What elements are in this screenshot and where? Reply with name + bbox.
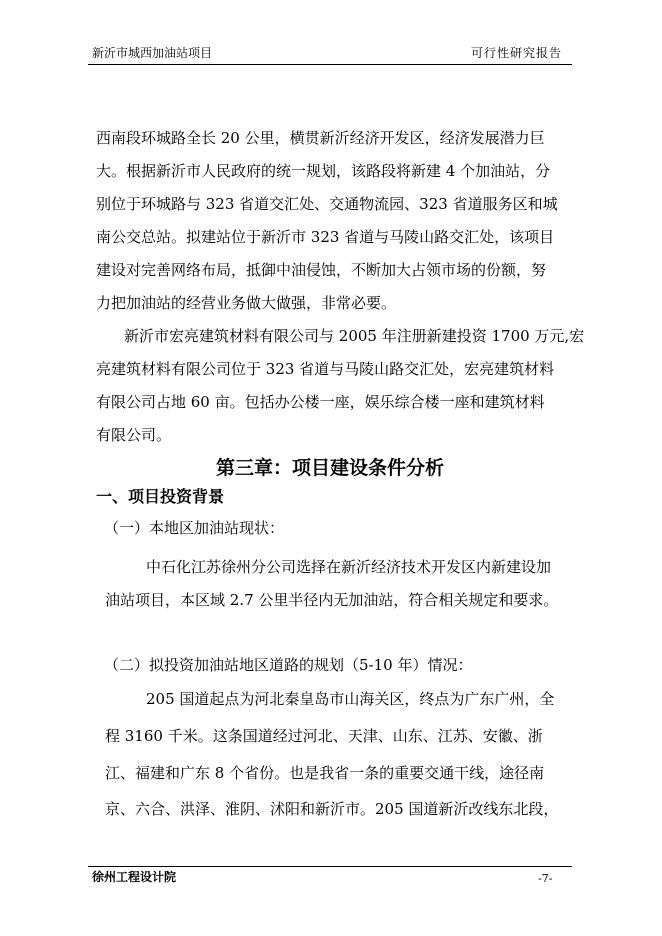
subsection-title: （二）拟投资加油站地区道路的规划（5-10 年）情况： <box>104 656 473 674</box>
body-line: 南公交总站。拟建站位于新沂市 323 省道与马陵山路交汇处，该项目 <box>96 228 555 246</box>
page-number: -7- <box>538 872 553 885</box>
body-line: 程 3160 千米。这条国道经过河北、天津、山东、江苏、安徽、浙 <box>105 727 543 745</box>
page-header <box>88 40 570 62</box>
body-line: 205 国道起点为河北秦皇岛市山海关区，终点为广东广州，全 <box>146 690 555 708</box>
body-line: 新沂市宏亮建筑材料有限公司与 2005 年注册新建投资 1700 万元,宏 <box>124 327 585 345</box>
body-line: 有限公司占地 60 亩。包括办公楼一座，娱乐综合楼一座和建筑材料 <box>96 393 545 411</box>
body-line: 大。根据新沂市人民政府的统一规划，该路段将新建 4 个加油站，分 <box>96 162 551 180</box>
footer-institute: 徐州工程设计院 <box>92 870 177 884</box>
body-line: 建设对完善网络布局，抵御中油侵蚀，不断加大占领市场的份额，努 <box>96 261 547 279</box>
body-line: 力把加油站的经营业务做大做强，非常必要。 <box>96 294 397 312</box>
body-line: 江、福建和广东 8 个省份。也是我省一条的重要交通干线，途径南 <box>105 764 545 782</box>
body-line: 亮建筑材料有限公司位于 323 省道与马陵山路交汇处，宏亮建筑材料 <box>96 360 555 378</box>
body-line: 油站项目，本区域 2.7 公里半径内无加油站，符合相关规定和要求。 <box>105 591 559 609</box>
subsection-title: （一）本地区加油站现状： <box>104 519 285 537</box>
header-report-type: 可行性研究报告 <box>470 46 562 60</box>
header-divider <box>88 64 572 65</box>
body-line: 有限公司。 <box>96 426 172 444</box>
footer-divider <box>88 866 572 867</box>
section-title: 一、项目投资背景 <box>96 487 225 506</box>
body-line: 别位于环城路与 323 省道交汇处、交通物流园、323 省道服务区和城 <box>96 195 558 213</box>
body-line: 京、六合、洪泽、淮阴、沭阳和新沂市。205 国道新沂改线东北段， <box>105 800 559 818</box>
body-line: 西南段环城路全长 20 公里，横贯新沂经济开发区，经济发展潜力巨 <box>96 129 545 147</box>
body-line: 中石化江苏徐州分公司选择在新沂经济技术开发区内新建设加 <box>146 558 552 576</box>
chapter-title: 第三章：项目建设条件分析 <box>216 457 445 479</box>
header-project-title: 新沂市城西加油站项目 <box>92 46 213 60</box>
